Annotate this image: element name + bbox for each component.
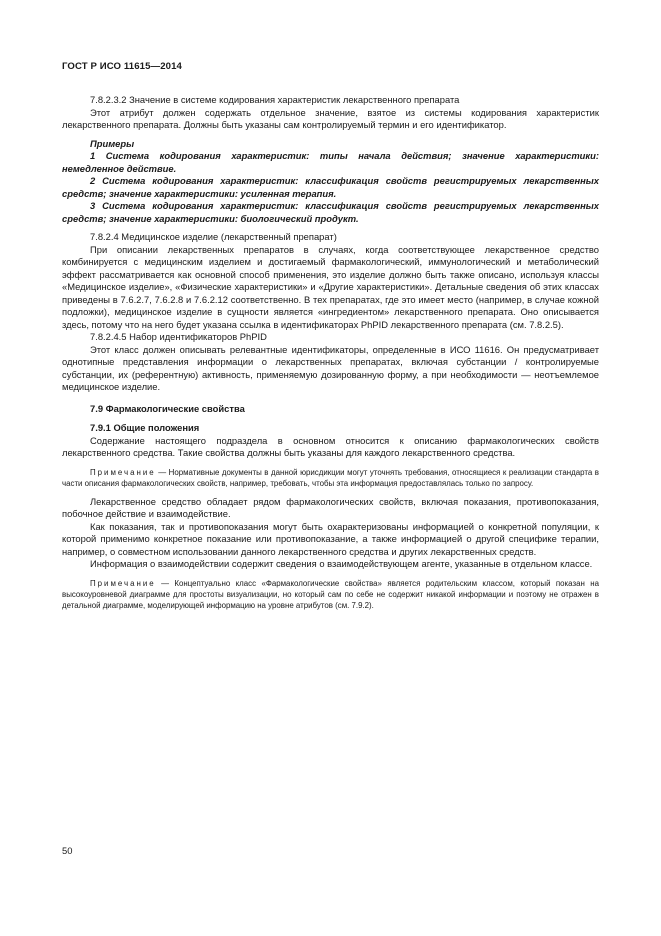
note-2 <box>62 578 599 611</box>
section-7-8-2-4-heading: 7.8.2.4 Медицинское изделие (лекарственный препарат) <box>90 231 337 242</box>
section-7-8-2-4-5-text: Этот класс должен описывать релевантные идентификаторы, определенные в ИСО 11616. Он предусматривает однотипные представления информации о лекарственных препаратах, включая субстанции / контролируемые субстанции, их (референтную) активность, применяемую дозированную форму, а при необходимости — неотъемлемое медицинское изделие. <box>62 343 599 392</box>
note-text: — Концептуально класс «Фармакологические свойства» является родительским классом, который показан на высокоуровневой диаграмме для простоты визуализации, но который сам по себе не содержит никакой информации и поэтому не отражен в детальной диаграмме, моделирующей информацию на уровне атрибутов (см. 7.9.2). <box>62 578 599 610</box>
section-7-9-1-paragraph: Содержание настоящего подраздела в основном относится к описанию фармакологических свойств лекарственного средства. Такие свойства должны быть указаны для каждого лекарственного средства. <box>62 434 599 458</box>
example-item: 2 Система кодирования характеристик: классификация свойств регистрируемых лекарственных средств; значение характеристики: усиленная терапия. <box>62 175 599 199</box>
examples-title: Примеры <box>90 137 135 149</box>
section-7-9-heading: 7.9 Фармакологические свойства <box>90 402 245 414</box>
note-label: Примечание <box>90 578 156 588</box>
note-text: — Нормативные документы в данной юрисдикции могут уточнять требования, относящиеся к реализации стандарта в части описания фармакологических свойств, например, требовать, чтобы эта информация предоставлялась только по запросу. <box>62 467 599 488</box>
section-7-9-1-paragraph: Лекарственное средство обладает рядом фармакологических свойств, включая показания, противопоказания, побочное действие и взаимодействие. <box>62 495 599 519</box>
section-7-8-2-3-2-heading: 7.8.2.3.2 Значение в системе кодирования характеристик лекарственного препарата <box>90 94 460 105</box>
section-7-8-2-3-2-text: Этот атрибут должен содержать отдельное значение, взятое из системы кодирования характеристик лекарственного препарата. Должны быть указаны сам контролируемый термин и его идентификатор. <box>62 106 599 130</box>
section-7-8-2-4-text: При описании лекарственных препаратов в случаях, когда соответствующее лекарственное средство комбинируется с медицинским изделием и достигаемый фармакологический, иммунологический и метаболический эффект рассматривается как основной способ применения, это изделие должно быть также описано, используя классы «Медицинское изделие», «Физические характеристики» и «Другие характеристики». Детальные сведения об этих классах приведены в 7.6.2.7, 7.6.2.8 и 7.6.2.12 соответственно. В тех препаратах, где это имеет место (например, в случае кожной подложки), медицинское изделие в сущности является «ингредиентом» лекарственного препарата. Оно описывается здесь, потому что на него будет указана ссылка в идентификаторах PhPID лекарственного препарата (см. 7.8.2.5). <box>62 243 599 330</box>
page-number: 50 <box>62 845 73 856</box>
section-7-9-1-heading: 7.9.1 Общие положения <box>90 422 200 433</box>
note-label: Примечание <box>90 467 156 477</box>
section-7-8-2-4-5-heading: 7.8.2.4.5 Набор идентификаторов PhPID <box>90 331 267 342</box>
document-header-title: ГОСТ Р ИСО 11615—2014 <box>62 61 182 72</box>
section-7-9-1-paragraph: Как показания, так и противопоказания могут быть охарактеризованы информацией о конкретной популяции, к которой применимо конкретное показание или противопоказание, а также информацией о другой специфике терапии, например, о совместном использовании данного лекарственного средства и других лекарственных средств. <box>62 520 599 557</box>
document-body <box>62 94 599 611</box>
example-item: 1 Система кодирования характеристик: типы начала действия; значение характеристики: немедленное действие. <box>62 150 599 174</box>
section-7-9-1-paragraph: Информация о взаимодействии содержит сведения о взаимодействующем агенте, указанные в отдельном классе. <box>90 558 593 569</box>
example-item: 3 Система кодирования характеристик: классификация свойств регистрируемых лекарственных средств; значение характеристики: биологический продукт. <box>62 200 599 224</box>
note-1 <box>62 467 599 489</box>
